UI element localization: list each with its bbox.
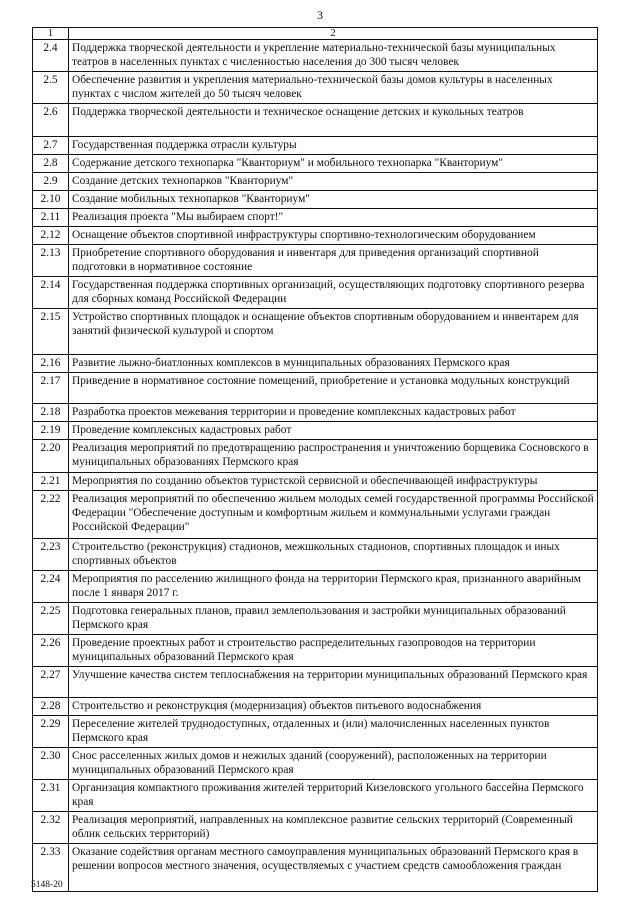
row-description: Реализация проекта "Мы выбираем спорт!" [69,209,598,227]
table-row [33,539,598,571]
row-description: Создание детских технопарков "Кванториум" [69,173,598,191]
page-number: 3 [317,8,323,22]
header-col-2: 2 [69,28,598,40]
row-description: Обеспечение развития и укрепления материально-технической базы домов культуры в населенных пунктах с числом жителей до 50 тысяч человек [69,72,598,104]
table-row [33,309,598,355]
row-number: 2.9 [33,173,69,191]
row-description: Устройство спортивных площадок и оснащение объектов спортивным оборудованием и инвентарем для занятий физической культурой и спортом [69,309,598,355]
row-description: Поддержка творческой деятельности и техническое оснащение детских и кукольных театров [69,104,598,137]
row-description: Разработка проектов межевания территории и проведение комплексных кадастровых работ [69,404,598,422]
row-number: 2.19 [33,422,69,440]
row-number: 2.4 [33,40,69,72]
row-number: 2.32 [33,812,69,844]
table-row [33,667,598,698]
table-row [33,72,598,104]
row-number: 2.24 [33,571,69,603]
row-description: Реализация мероприятий по предотвращению распространения и уничтожению борщевика Сосновского в муниципальных образованиях Пермского края [69,440,598,473]
row-description: Улучшение качества систем теплоснабжения на территории муниципальных образований Пермского края [69,667,598,698]
table-row [33,780,598,812]
row-number: 2.25 [33,603,69,635]
row-description: Мероприятия по созданию объектов туристской сервисной и обеспечивающей инфраструктуры [69,473,598,491]
table-row [33,191,598,209]
row-number: 2.15 [33,309,69,355]
row-number: 2.17 [33,373,69,404]
row-description: Реализация мероприятий по обеспечению жильем молодых семей государственной программы Российской Федерации "Обеспечение доступным и комфортным жильем и коммунальными услугами граждан Российской Федерации" [69,491,598,539]
row-description: Организация компактного проживания жителей территорий Кизеловского угольного бассейна Пермского края [69,780,598,812]
row-number: 2.7 [33,137,69,155]
row-description: Приобретение спортивного оборудования и инвентаря для приведения организаций спортивной подготовки в нормативное состояние [69,245,598,277]
row-number: 2.21 [33,473,69,491]
row-number: 2.12 [33,227,69,245]
row-number: 2.27 [33,667,69,698]
row-description: Подготовка генеральных планов, правил землепользования и застройки муниципальных образований Пермского края [69,603,598,635]
row-number: 2.14 [33,277,69,309]
table-header-row [33,28,598,40]
row-number: 2.5 [33,72,69,104]
row-number: 2.6 [33,104,69,137]
table-row [33,473,598,491]
row-number: 2.29 [33,716,69,748]
header-col-1: 1 [33,28,69,40]
table-row [33,245,598,277]
row-number: 2.26 [33,635,69,667]
subsidy-table [32,27,598,892]
table-row [33,355,598,373]
table-row [33,40,598,72]
row-description: Снос расселенных жилых домов и нежилых зданий (сооружений), расположенных на территории муниципальных образований Пермского края [69,748,598,780]
table-row [33,491,598,539]
row-description: Реализация мероприятий, направленных на комплексное развитие сельских территорий (Современный облик сельских территорий) [69,812,598,844]
table-row [33,635,598,667]
row-description: Приведение в нормативное состояние помещений, приобретение и установка модульных конструкций [69,373,598,404]
row-number: 2.13 [33,245,69,277]
row-description: Создание мобильных технопарков "Кванториум" [69,191,598,209]
table-row [33,227,598,245]
table-row [33,748,598,780]
table-row [33,209,598,227]
table-row [33,137,598,155]
table-row [33,812,598,844]
row-number: 2.30 [33,748,69,780]
row-number: 2.33 [33,844,69,892]
table-row [33,716,598,748]
table-row [33,373,598,404]
table-row [33,844,598,892]
row-number: 2.8 [33,155,69,173]
table-row [33,173,598,191]
row-description: Поддержка творческой деятельности и укрепление материально-технической базы муниципальных театров в населенных пунктах с численностью населения до 300 тысяч человек [69,40,598,72]
row-number: 2.22 [33,491,69,539]
row-description: Проведение комплексных кадастровых работ [69,422,598,440]
table-row [33,698,598,716]
row-description: Развитие лыжно-биатлонных комплексов в муниципальных образованиях Пермского края [69,355,598,373]
table-row [33,440,598,473]
row-description: Строительство (реконструкция) стадионов, межшкольных стадионов, спортивных площадок и иных спортивных объектов [69,539,598,571]
row-description: Государственная поддержка спортивных организаций, осуществляющих подготовку спортивного резерва для сборных команд Российской Федерации [69,277,598,309]
row-description: Проведение проектных работ и строительство распределительных газопроводов на территории муниципальных образований Пермского края [69,635,598,667]
row-description: Оказание содействия органам местного самоуправления муниципальных образований Пермского края в решении вопросов местного значения, осуществляемых с участием средств самообложения граждан [69,844,598,892]
table-row [33,277,598,309]
row-number: 2.31 [33,780,69,812]
table-row [33,104,598,137]
row-description: Строительство и реконструкция (модернизация) объектов питьевого водоснабжения [69,698,598,716]
row-description: Оснащение объектов спортивной инфраструктуры спортивно-технологическим оборудованием [69,227,598,245]
table-row [33,422,598,440]
table-body [33,28,598,892]
table-row [33,603,598,635]
row-number: 2.18 [33,404,69,422]
document-code: 5148-20 [31,880,63,890]
table-row [33,571,598,603]
table-row [33,404,598,422]
row-description: Государственная поддержка отрасли культуры [69,137,598,155]
row-description: Мероприятия по расселению жилищного фонда на территории Пермского края, признанного аварийным после 1 января 2017 г. [69,571,598,603]
row-description: Содержание детского технопарка "Кванториум" и мобильного технопарка "Кванториум" [69,155,598,173]
row-number: 2.28 [33,698,69,716]
table-row [33,155,598,173]
row-number: 2.10 [33,191,69,209]
row-number: 2.23 [33,539,69,571]
row-description: Переселение жителей труднодоступных, отдаленных и (или) малочисленных населенных пунктов Пермского края [69,716,598,748]
row-number: 2.16 [33,355,69,373]
row-number: 2.11 [33,209,69,227]
row-number: 2.20 [33,440,69,473]
